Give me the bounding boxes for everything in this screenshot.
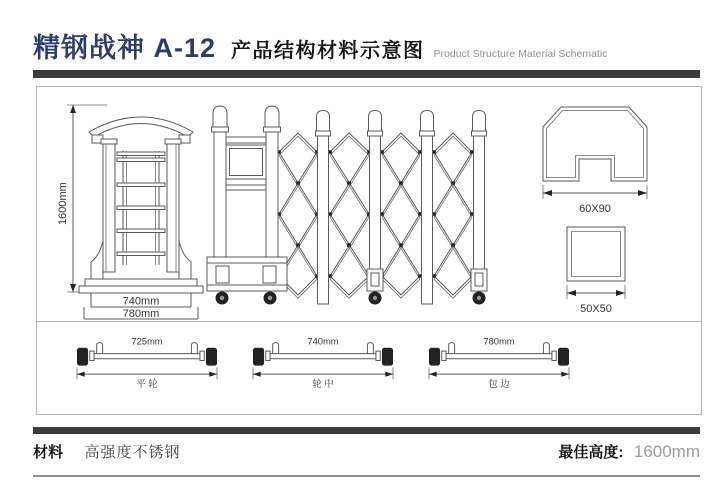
- wheel-type-label: 包 边: [488, 377, 510, 388]
- header: [33, 26, 706, 65]
- wheel-span-label: 780mm: [483, 335, 515, 347]
- material-label: 材料: [33, 444, 64, 461]
- top-divider-bar: [33, 70, 700, 78]
- profile-50x50-label: 50X50: [580, 303, 612, 315]
- axle-wheel: [429, 348, 440, 366]
- outer-width-label: 780mm: [122, 308, 160, 320]
- post-base: [79, 241, 203, 293]
- gate-posts: [316, 111, 488, 305]
- bottom-divider-bar: [33, 427, 700, 434]
- rail-profile-60x90: [543, 107, 647, 215]
- arch-top: [89, 117, 193, 137]
- wheel-type-label: 轮 中: [312, 377, 334, 388]
- best-height-value: 1600mm: [633, 442, 700, 461]
- schematic-title-cn: 产品结构材料示意图: [231, 40, 425, 62]
- best-height-info: [558, 441, 700, 462]
- wheel-type-label: 平 轮: [136, 377, 158, 388]
- rail-profiles-drawing: [535, 101, 665, 316]
- wheel-specs-row: [71, 333, 575, 388]
- axle-wheel: [77, 348, 88, 366]
- diagram-panel: [36, 86, 702, 415]
- schematic-title-en: Product Structure Material Schematic: [433, 48, 608, 60]
- wheel-spec-diagram: [423, 333, 575, 388]
- wheel-span-label: 725mm: [131, 335, 163, 347]
- axle-wheel: [206, 348, 217, 366]
- inner-width-label: 740mm: [122, 295, 160, 308]
- footer: [33, 441, 700, 462]
- material-info: [33, 441, 180, 462]
- inner-grille: [117, 151, 165, 265]
- footer-underline: [33, 475, 700, 477]
- gate-post-front-drawing: [51, 95, 211, 320]
- wheel-spec-diagram: [247, 333, 399, 388]
- rail-profile-50x50: [567, 227, 625, 315]
- width-dimensions: [84, 293, 198, 320]
- panel-divider-line: [37, 321, 701, 322]
- height-dimension-label: 1600mm: [57, 182, 69, 225]
- axle-wheel: [253, 348, 264, 366]
- profile-60x90-label: 60X90: [579, 203, 611, 215]
- axle-wheel: [382, 348, 393, 366]
- wheel-span-label: 740mm: [307, 335, 339, 347]
- drive-head-unit: [207, 106, 287, 305]
- wheel-spec-diagram: [71, 333, 223, 388]
- best-height-label: 最佳高度:: [558, 444, 624, 461]
- axle-wheel: [558, 348, 569, 366]
- material-value: 高强度不锈钢: [84, 444, 181, 461]
- product-model-title: 精钢战神 A-12: [33, 33, 217, 63]
- retractable-gate-drawing: [205, 97, 515, 312]
